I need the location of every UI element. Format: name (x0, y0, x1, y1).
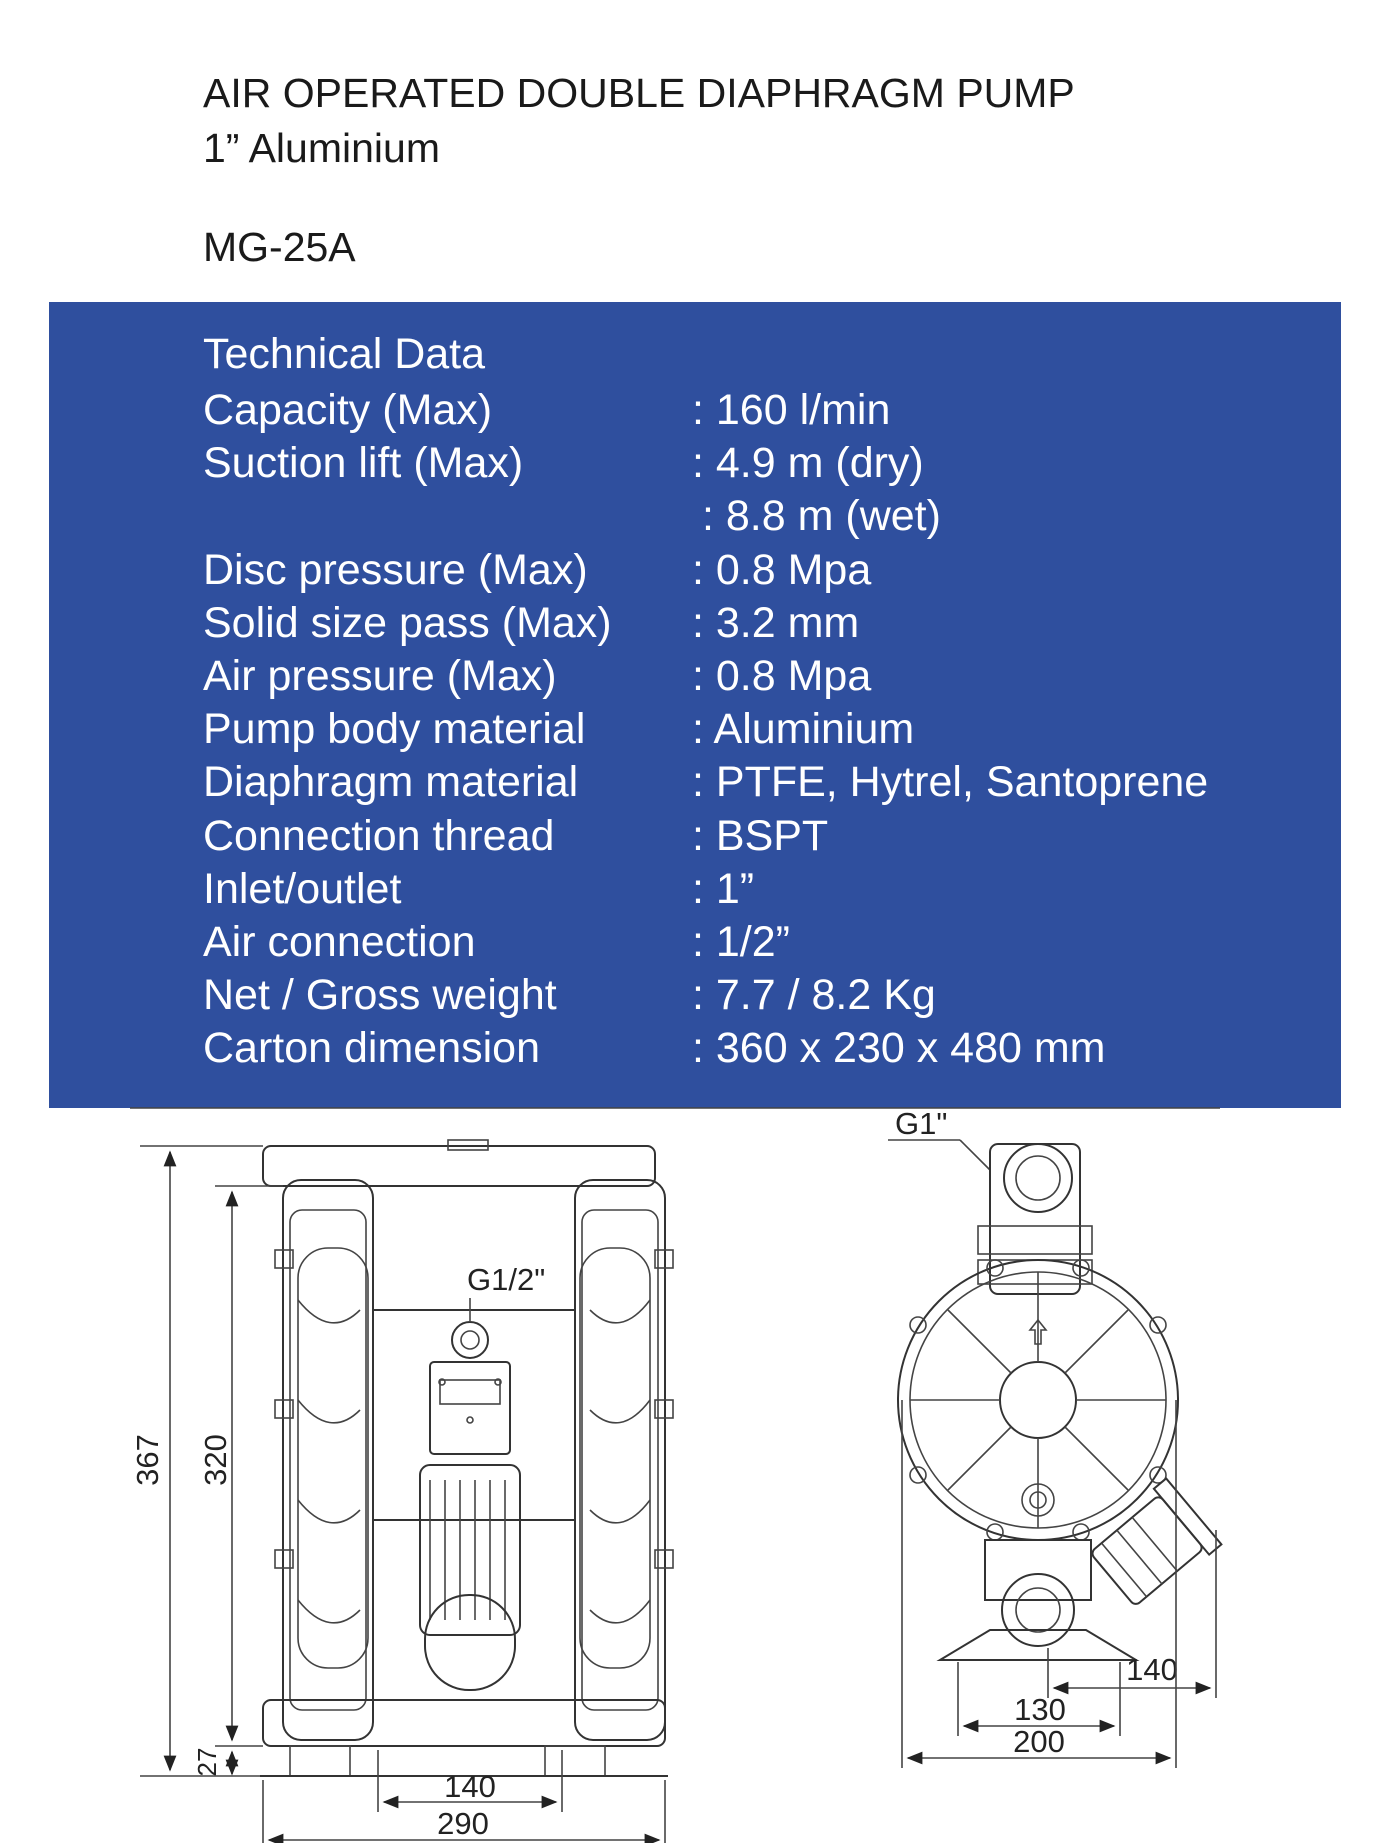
spec-label: Diaphragm material (203, 758, 579, 807)
dim-total-height: 367 (130, 1434, 165, 1486)
spec-label: Pump body material (203, 705, 586, 754)
spec-label: Disc pressure (Max) (203, 545, 588, 594)
spec-label: Capacity (Max) (203, 386, 493, 434)
technical-data-panel (49, 302, 1341, 1108)
spec-value: : 0.8 Mpa (692, 545, 872, 594)
left-chamber (275, 1180, 373, 1740)
spec-label: Carton dimension (203, 1024, 541, 1073)
model-number: MG-25A (203, 224, 356, 270)
spec-value: : 360 x 230 x 480 mm (692, 1024, 1106, 1073)
dim-side-offset: 140 (1126, 1652, 1178, 1687)
spec-value: : 7.7 / 8.2 Kg (692, 971, 936, 1020)
spec-value: : 4.9 m (dry) (692, 439, 924, 488)
spec-value: : 160 l/min (692, 386, 891, 434)
spec-value: : 8.8 m (wet) (702, 492, 941, 541)
spec-label: Air pressure (Max) (203, 651, 557, 700)
side-view-drawing (888, 1106, 1221, 1768)
technical-data-heading: Technical Data (203, 330, 486, 378)
spec-value: : Aluminium (692, 705, 915, 754)
right-chamber (575, 1180, 673, 1740)
spec-value: : PTFE, Hytrel, Santoprene (692, 758, 1209, 807)
title-line-2: 1” Aluminium (203, 125, 440, 171)
dim-side-total-width: 200 (1013, 1724, 1065, 1759)
dim-total-width: 290 (437, 1806, 489, 1841)
spec-label: Inlet/outlet (203, 864, 402, 913)
spec-label: Net / Gross weight (203, 971, 557, 1020)
title-line-1: AIR OPERATED DOUBLE DIAPHRAGM PUMP (203, 70, 1075, 116)
spec-value: : BSPT (692, 811, 829, 860)
spec-label: Air connection (203, 917, 476, 966)
air-inlet-label: G1/2" (467, 1262, 546, 1297)
outlet-label: G1" (895, 1106, 948, 1141)
dim-base-height: 27 (192, 1747, 222, 1777)
spec-value: : 1” (692, 864, 755, 913)
document-title (203, 66, 1075, 176)
spec-value: : 1/2” (692, 917, 790, 966)
spec-label: Connection thread (203, 811, 555, 860)
spec-label: Solid size pass (Max) (203, 598, 612, 647)
spec-value: : 0.8 Mpa (692, 651, 872, 700)
dim-side-inner-width: 130 (1014, 1692, 1066, 1727)
spec-label: Suction lift (Max) (203, 439, 524, 488)
spec-value: : 3.2 mm (692, 598, 860, 647)
dim-inner-width: 140 (444, 1769, 496, 1804)
dim-inner-height: 320 (198, 1434, 233, 1486)
pump-drawings (0, 1100, 1388, 1843)
